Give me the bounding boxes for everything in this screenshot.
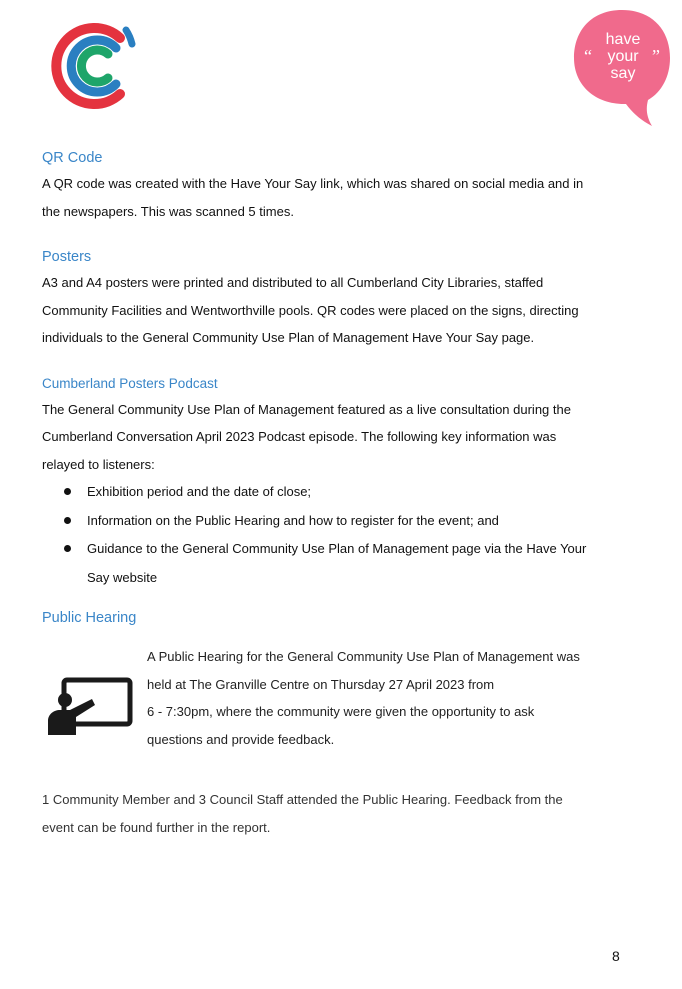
podcast-line-1: The General Community Use Plan of Management featured as a live consultation during the [42,401,571,417]
posters-line-3: individuals to the General Community Use Plan of Management Have Your Say page. [42,330,535,345]
attendance-line-2: event can be found further in the report. [42,819,271,835]
attendance-paragraph [42,786,620,841]
posters-line-1: A3 and A4 posters were printed and distributed to all Cumberland City Libraries, staffed [42,275,544,290]
page-content [42,146,620,841]
svg-text:“: “ [584,46,592,66]
podcast-heading: Cumberland Posters Podcast [42,375,218,391]
bullet-item [42,478,620,507]
podcast-line-3: relayed to listeners: [42,456,155,472]
posters-line-2: Community Facilities and Wentworthville pools. QR codes were placed on the signs, directing [42,302,579,318]
bullet-text-continued: Say website [87,569,158,585]
qr-code-line-1: A QR code was created with the Have Your Say link, which was shared on social media and in [42,176,584,191]
hearing-line-3: 6 - 7:30pm, where the community were given the opportunity to ask [147,704,535,719]
have-your-say-logo [570,6,674,128]
bullet-dot-icon [64,488,71,495]
hearing-line-4: questions and provide feedback. [147,731,335,747]
qr-code-heading: QR Code [42,150,103,166]
hearing-line-1: A Public Hearing for the General Community Use Plan of Management was [147,649,580,664]
qr-code-line-2: the newspapers. This was scanned 5 times. [42,203,294,219]
bullet-text: Guidance to the General Community Use Plan of Management page via the Have Your [87,541,587,556]
presentation-board-icon [46,677,134,737]
bullet-text: Exhibition period and the date of close; [87,484,312,499]
hearing-line-2: held at The Granville Centre on Thursday 27 April 2023 from [147,676,495,692]
podcast-line-2: Cumberland Conversation April 2023 Podcast episode. The following key information was [42,429,557,444]
bullet-item [42,535,620,592]
svg-text:”: ” [652,46,660,66]
public-hearing-heading: Public Hearing [42,610,137,626]
bullet-dot-icon [64,545,71,552]
posters-heading: Posters [42,249,92,265]
page-number: 8 [612,948,620,964]
council-logo [48,18,138,114]
bullet-dot-icon [64,517,71,524]
attendance-line-1: 1 Community Member and 3 Council Staff attended the Public Hearing. Feedback from the [42,792,563,807]
svg-text:say: say [610,65,636,82]
bullet-text: Information on the Public Hearing and how to register for the event; and [87,512,499,528]
public-hearing-text [147,643,617,753]
svg-text:your: your [607,48,639,65]
public-hearing-block [42,643,620,763]
podcast-bullet-list [42,478,620,592]
svg-text:have: have [605,31,641,48]
bullet-item [42,507,620,536]
